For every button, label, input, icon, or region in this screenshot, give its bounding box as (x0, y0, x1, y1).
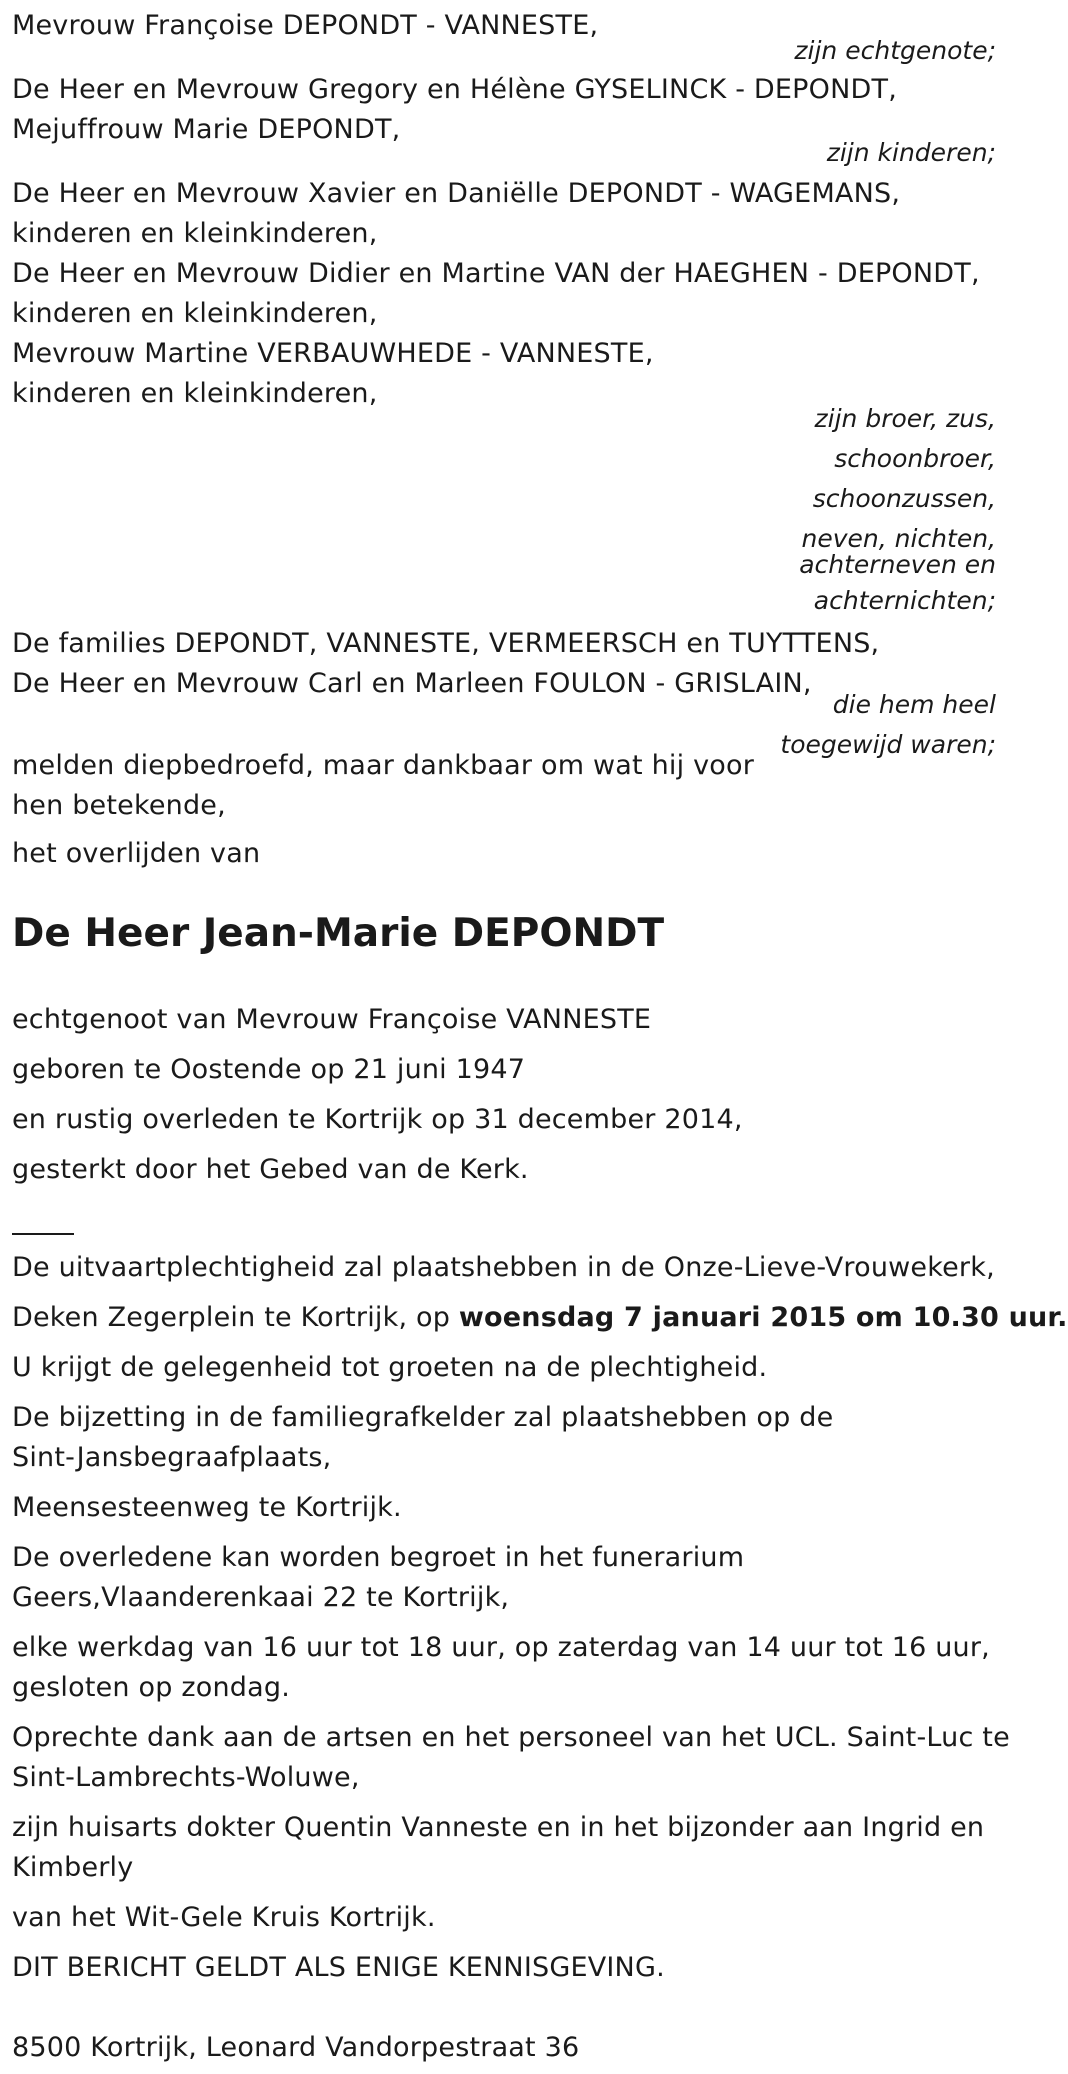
widow-role: zijn echtgenote; (794, 36, 996, 65)
others-line: De families DEPONDT, VANNESTE, VERMEERSCH en TUYTTENS, (12, 628, 880, 659)
condolence-line: U krijgt de gelegenheid tot groeten na de plechtigheid. (12, 1352, 768, 1383)
burial-line: De bijzetting in de familiegrafkelder zal plaatshebben op de (12, 1402, 834, 1433)
hours-line: gesloten op zondag. (12, 1672, 290, 1703)
thanks-line: Oprechte dank aan de artsen en het personeel van het UCL. Saint-Luc te (12, 1722, 1010, 1753)
sibling-line: Mevrouw Martine VERBAUWHEDE - VANNESTE, (12, 338, 654, 369)
child-line: Mejuffrouw Marie DEPONDT, (12, 114, 401, 145)
address-line: 8500 Kortrijk, Leonard Vandorpestraat 36 (12, 2032, 580, 2063)
burial-line: Sint-Jansbegraafplaats, (12, 1442, 332, 1473)
thanks-line: zijn huisarts dokter Quentin Vanneste en in het bijzonder aan Ingrid en (12, 1812, 985, 1843)
visit-line: Geers,Vlaanderenkaai 22 te Kortrijk, (12, 1582, 510, 1613)
spouse-line: echtgenoot van Mevrouw Françoise VANNESTE (12, 1004, 652, 1035)
sibling-line: kinderen en kleinkinderen, (12, 218, 378, 249)
deceased-name: De Heer Jean-Marie DEPONDT (12, 911, 665, 956)
siblings-role-line: achterneven en (799, 550, 996, 579)
siblings-role-line: schoonbroer, (834, 444, 996, 473)
others-role-line: toegewijd waren; (780, 730, 996, 759)
funeral-date-line (12, 1298, 1068, 1338)
children-role: zijn kinderen; (826, 138, 996, 167)
notice-line: DIT BERICHT GELDT ALS ENIGE KENNISGEVING. (12, 1952, 665, 1983)
others-role-line: die hem heel (832, 690, 996, 719)
thanks-line: Sint-Lambrechts-Woluwe, (12, 1762, 360, 1793)
siblings-role-line: achternichten; (813, 586, 996, 615)
announcement-line: hen betekende, (12, 790, 226, 821)
death-line: en rustig overleden te Kortrijk op 31 december 2014, (12, 1104, 743, 1135)
birth-line: geboren te Oostende op 21 juni 1947 (12, 1054, 526, 1085)
sibling-line: De Heer en Mevrouw Xavier en Daniëlle DEPONDT - WAGEMANS, (12, 178, 901, 209)
widow-line: Mevrouw Françoise DEPONDT - VANNESTE, (12, 10, 599, 41)
sibling-line: kinderen en kleinkinderen, (12, 298, 378, 329)
funeral-location: Deken Zegerplein te Kortrijk, op (12, 1302, 459, 1333)
siblings-role-line: zijn broer, zus, (814, 404, 996, 433)
hours-line: elke werkdag van 16 uur tot 18 uur, op zaterdag van 14 uur tot 16 uur, (12, 1632, 990, 1663)
sibling-line: De Heer en Mevrouw Didier en Martine VAN der HAEGHEN - DEPONDT, (12, 258, 980, 289)
sibling-line: kinderen en kleinkinderen, (12, 378, 378, 409)
announcement-line: het overlijden van (12, 838, 261, 869)
thanks-line: Kimberly (12, 1852, 134, 1883)
announcement-line: melden diepbedroefd, maar dankbaar om wat hij voor (12, 750, 755, 781)
others-line: De Heer en Mevrouw Carl en Marleen FOULON - GRISLAIN, (12, 668, 812, 699)
funeral-date: woensdag 7 januari 2015 om 10.30 uur. (458, 1302, 1068, 1333)
child-line: De Heer en Mevrouw Gregory en Hélène GYSELINCK - DEPONDT, (12, 74, 897, 105)
siblings-role-line: schoonzussen, (812, 484, 996, 513)
separator (12, 1233, 74, 1235)
church-line: gesterkt door het Gebed van de Kerk. (12, 1154, 529, 1185)
funeral-line: De uitvaartplechtigheid zal plaatshebben in de Onze-Lieve-Vrouwekerk, (12, 1252, 995, 1283)
siblings-role-line: neven, nichten, (801, 524, 996, 553)
burial-line: Meensesteenweg te Kortrijk. (12, 1492, 402, 1523)
thanks-line: van het Wit-Gele Kruis Kortrijk. (12, 1902, 436, 1933)
visit-line: De overledene kan worden begroet in het funerarium (12, 1542, 745, 1573)
